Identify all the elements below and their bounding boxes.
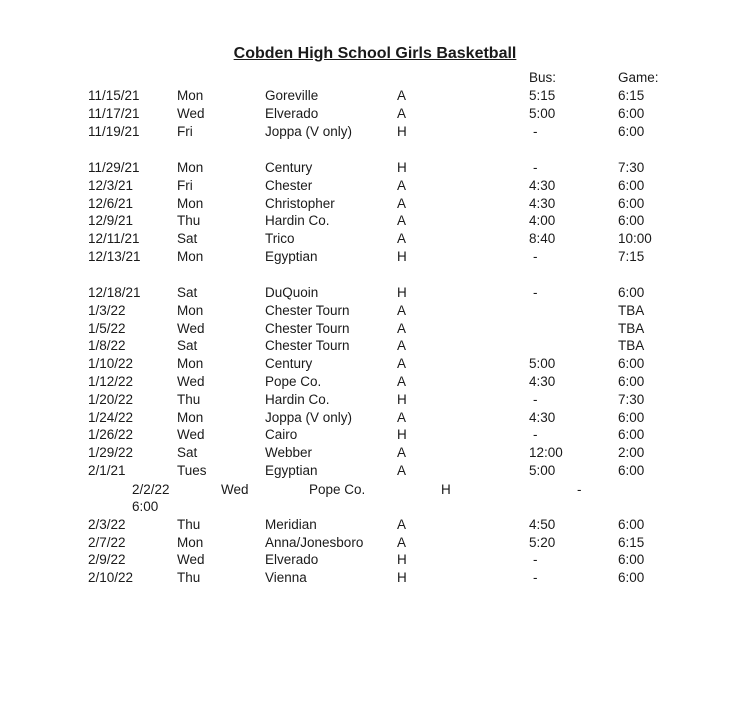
game-location: A	[397, 106, 407, 121]
game-date: 12/13/21	[88, 249, 141, 264]
game-date: 12/3/21	[88, 178, 134, 193]
game-location: A	[397, 535, 407, 550]
game-date: 12/18/21	[88, 285, 141, 300]
game-day: Mon	[177, 410, 204, 425]
game-location: A	[397, 445, 407, 460]
game-time: 6:00	[618, 427, 645, 442]
game-time: 6:00	[618, 178, 645, 193]
game-date: 11/19/21	[88, 124, 140, 139]
game-date: 1/10/22	[88, 356, 134, 371]
bus-time: -	[533, 249, 538, 264]
game-day: Wed	[177, 552, 205, 567]
game-date: 1/20/22	[88, 392, 134, 407]
page-title: Cobden High School Girls Basketball	[233, 45, 517, 62]
game-opponent: Elverado	[265, 106, 319, 121]
game-row	[0, 534, 750, 551]
game-time: 6:00	[618, 517, 645, 532]
game-time: 6:00	[618, 463, 645, 478]
game-time: 6:00	[618, 374, 645, 389]
bus-time: -	[533, 552, 538, 567]
game-opponent: Chester Tourn	[265, 338, 350, 353]
bus-time: -	[533, 392, 538, 407]
game-time: 6:15	[618, 88, 645, 103]
game-location: H	[397, 285, 407, 300]
game-row	[0, 320, 750, 337]
game-opponent: DuQuoin	[265, 285, 319, 300]
game-time: 6:00	[618, 106, 645, 121]
game-time: 6:00	[618, 552, 645, 567]
game-row	[0, 409, 750, 426]
game-opponent: Egyptian	[265, 463, 318, 478]
game-location: A	[397, 213, 407, 228]
game-time: 6:00	[132, 499, 159, 514]
game-date: 11/29/21	[88, 160, 140, 175]
game-time: 6:00	[618, 570, 645, 585]
bus-time: 8:40	[529, 231, 556, 246]
bus-time: 4:30	[529, 178, 556, 193]
game-row	[0, 337, 750, 354]
game-day: Mon	[177, 303, 204, 318]
game-date: 2/3/22	[88, 517, 126, 532]
game-location: H	[397, 427, 407, 442]
game-location: H	[397, 552, 407, 567]
game-day: Mon	[177, 356, 204, 371]
game-date: 1/24/22	[88, 410, 134, 425]
game-date: 1/3/22	[88, 303, 126, 318]
game-opponent: Vienna	[265, 570, 307, 585]
game-location: H	[397, 570, 407, 585]
bus-time: 4:00	[529, 213, 556, 228]
game-date: 12/6/21	[88, 196, 134, 211]
game-location: H	[397, 160, 407, 175]
game-location: H	[397, 124, 407, 139]
column-headers	[0, 69, 750, 86]
game-opponent: Chester Tourn	[265, 321, 350, 336]
game-day: Sat	[177, 445, 198, 460]
game-day: Mon	[177, 196, 204, 211]
bus-time: 4:30	[529, 374, 556, 389]
game-row	[0, 444, 750, 461]
game-row	[0, 230, 750, 247]
misaligned-game-time-row	[0, 498, 750, 515]
game-opponent: Pope Co.	[309, 482, 366, 497]
game-opponent: Cairo	[265, 427, 298, 442]
game-opponent: Century	[265, 160, 313, 175]
game-day: Wed	[177, 321, 205, 336]
game-location: H	[397, 249, 407, 264]
game-day: Sat	[177, 231, 198, 246]
game-row	[0, 302, 750, 319]
game-location: A	[397, 374, 407, 389]
game-date: 1/29/22	[88, 445, 134, 460]
game-opponent: Egyptian	[265, 249, 318, 264]
bus-time: 5:00	[529, 463, 556, 478]
game-opponent: Anna/Jonesboro	[265, 535, 364, 550]
game-location: A	[397, 231, 407, 246]
game-header: Game:	[618, 70, 659, 85]
game-opponent: Chester Tourn	[265, 303, 350, 318]
misaligned-game-row	[0, 481, 750, 498]
game-time: 10:00	[618, 231, 652, 246]
game-location: A	[397, 178, 407, 193]
game-location: H	[397, 392, 407, 407]
game-opponent: Joppa (V only)	[265, 410, 353, 425]
game-location: A	[397, 88, 407, 103]
game-row	[0, 355, 750, 372]
game-day: Mon	[177, 160, 204, 175]
game-row	[0, 105, 750, 122]
game-time: 6:00	[618, 196, 645, 211]
game-day: Sat	[177, 338, 198, 353]
game-row	[0, 212, 750, 229]
game-time: 7:30	[618, 392, 645, 407]
game-row	[0, 284, 750, 301]
game-day: Mon	[177, 88, 204, 103]
game-time: 6:15	[618, 535, 645, 550]
game-row	[0, 87, 750, 104]
game-opponent: Webber	[265, 445, 313, 460]
game-row	[0, 177, 750, 194]
game-location: A	[397, 303, 407, 318]
game-date: 1/5/22	[88, 321, 126, 336]
game-date: 1/8/22	[88, 338, 126, 353]
game-date: 2/10/22	[88, 570, 134, 585]
game-location: A	[397, 517, 407, 532]
game-time: TBA	[618, 321, 645, 336]
bus-time: -	[533, 285, 538, 300]
game-location: A	[397, 463, 407, 478]
game-day: Mon	[177, 535, 204, 550]
game-date: 11/15/21	[88, 88, 140, 103]
game-row	[0, 195, 750, 212]
game-day: Wed	[177, 106, 205, 121]
bus-time: -	[533, 124, 538, 139]
game-day: Wed	[221, 482, 249, 497]
game-location: H	[441, 482, 451, 497]
game-date: 12/9/21	[88, 213, 134, 228]
game-opponent: Meridian	[265, 517, 317, 532]
game-row	[0, 159, 750, 176]
game-day: Thu	[177, 570, 201, 585]
game-time: 7:15	[618, 249, 645, 264]
game-day: Fri	[177, 124, 193, 139]
game-day: Wed	[177, 374, 205, 389]
game-date: 2/2/22	[132, 482, 170, 497]
game-location: A	[397, 338, 407, 353]
game-location: A	[397, 410, 407, 425]
game-day: Wed	[177, 427, 205, 442]
game-opponent: Pope Co.	[265, 374, 322, 389]
game-opponent: Goreville	[265, 88, 319, 103]
game-opponent: Hardin Co.	[265, 392, 330, 407]
game-time: 6:00	[618, 410, 645, 425]
game-row	[0, 551, 750, 568]
game-time: 2:00	[618, 445, 645, 460]
game-day: Thu	[177, 392, 201, 407]
game-opponent: Hardin Co.	[265, 213, 330, 228]
bus-time: 4:50	[529, 517, 556, 532]
game-opponent: Joppa (V only)	[265, 124, 353, 139]
game-time: TBA	[618, 303, 645, 318]
game-day: Thu	[177, 517, 201, 532]
bus-time: 5:20	[529, 535, 556, 550]
game-date: 12/11/21	[88, 231, 140, 246]
game-location: A	[397, 321, 407, 336]
game-date: 1/26/22	[88, 427, 134, 442]
game-row	[0, 569, 750, 586]
game-time: 7:30	[618, 160, 645, 175]
bus-time: 5:00	[529, 356, 556, 371]
game-row	[0, 391, 750, 408]
game-location: A	[397, 356, 407, 371]
bus-time: 4:30	[529, 410, 556, 425]
bus-time: -	[533, 570, 538, 585]
game-time: 6:00	[618, 213, 645, 228]
game-day: Fri	[177, 178, 193, 193]
game-opponent: Trico	[265, 231, 295, 246]
game-date: 2/1/21	[88, 463, 126, 478]
game-row	[0, 516, 750, 533]
bus-time: -	[533, 160, 538, 175]
bus-time: 5:15	[529, 88, 556, 103]
bus-time: 5:00	[529, 106, 556, 121]
game-time: 6:00	[618, 285, 645, 300]
game-time: TBA	[618, 338, 645, 353]
game-date: 2/9/22	[88, 552, 126, 567]
game-day: Thu	[177, 213, 201, 228]
game-date: 11/17/21	[88, 106, 140, 121]
game-opponent: Century	[265, 356, 313, 371]
game-day: Tues	[177, 463, 207, 478]
game-row	[0, 123, 750, 140]
bus-time: 12:00	[529, 445, 563, 460]
game-opponent: Elverado	[265, 552, 319, 567]
game-row	[0, 373, 750, 390]
game-date: 2/7/22	[88, 535, 126, 550]
bus-time: -	[533, 427, 538, 442]
bus-time: -	[577, 482, 582, 497]
game-time: 6:00	[618, 356, 645, 371]
game-date: 1/12/22	[88, 374, 134, 389]
game-row	[0, 426, 750, 443]
game-row	[0, 248, 750, 265]
game-opponent: Christopher	[265, 196, 335, 211]
game-day: Mon	[177, 249, 204, 264]
game-time: 6:00	[618, 124, 645, 139]
game-day: Sat	[177, 285, 198, 300]
bus-header: Bus:	[529, 70, 557, 85]
game-row	[0, 462, 750, 479]
bus-time: 4:30	[529, 196, 556, 211]
game-opponent: Chester	[265, 178, 313, 193]
game-location: A	[397, 196, 407, 211]
